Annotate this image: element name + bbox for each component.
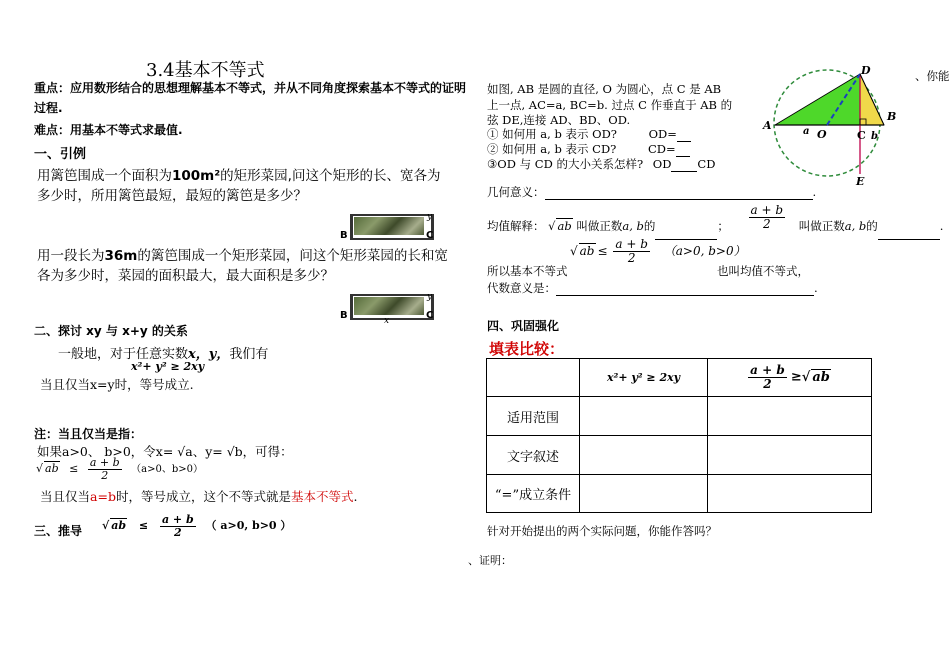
mean-end: . [939, 219, 944, 234]
alg-label: 代数意义是： [487, 281, 556, 295]
right-intro [487, 82, 732, 129]
mean-ab-2: a, b [844, 219, 867, 234]
note-line-3-a: 当且仅当 [40, 489, 91, 504]
fig1-label-y: y [427, 212, 433, 222]
mean-text-5: 的 [866, 219, 878, 234]
fig2-label-b: B [340, 310, 348, 321]
derive-inequality: √ ab ≤ $\frac{a + b}{2}$ （ a>0, b>0 ） [102, 513, 292, 539]
garden-photo-2 [354, 297, 424, 315]
derive-cond: （ a>0, b>0 ） [205, 519, 292, 533]
label-c: C [857, 129, 866, 142]
table-cell[interactable] [580, 397, 708, 436]
garden-figure-2 [340, 292, 436, 328]
table-row-description: 文字叙述 [487, 436, 580, 475]
mean-text-4: 叫做正数 [798, 219, 845, 234]
question-2 [487, 141, 690, 157]
label-o: O [817, 128, 827, 141]
table-col-2-header: $\frac{a + b}{2}$ ≥√ ab [708, 359, 872, 397]
mean-text-3: ； [717, 219, 729, 234]
table-cell[interactable] [580, 475, 708, 513]
section-2-heading: 二、探讨 xy 与 x+y 的关系 [34, 324, 188, 338]
mean-text-1: 叫做正数 [576, 219, 623, 234]
algebraic-meaning: 代数意义是： . [487, 281, 818, 295]
note-cond-highlight: a=b [90, 489, 116, 504]
label-d: D [861, 64, 871, 77]
q2-answer-label: CD= [648, 142, 676, 156]
q3-answer-b: CD [697, 157, 716, 171]
difficulty-text: 用基本不等式求最值. [70, 123, 183, 137]
label-a-len: a [803, 126, 810, 137]
triangle-acd [775, 74, 860, 125]
example-2 [37, 246, 448, 286]
explore-text: 一般地，对于任意实数 [58, 347, 189, 362]
question-3 [487, 156, 715, 172]
so-basic-label: 所以基本不等式 [487, 264, 568, 278]
note-line-1: 如果a>0、 b>0，令x= √a、y= √b，可得： [37, 444, 293, 459]
intro-line-1: 如图, AB 是圆的直径, O 为圆心，点 C 是 AB [487, 82, 722, 96]
bottom-text: 、证明： [468, 554, 512, 567]
example-2-text-b: 的篱笆围成一个矩形菜园，问这个矩形菜园的长和宽 [137, 248, 448, 264]
section-4-heading: 四、巩固强化 [487, 319, 560, 333]
q2-text: ② 如何用 a, b 表示 CD? [487, 142, 617, 156]
garden-photo [354, 217, 424, 235]
table-cell[interactable] [708, 475, 872, 513]
edge-text: 、你能 [915, 69, 950, 83]
key-point-text-2: 过程. [34, 101, 63, 115]
comparison-table [486, 358, 872, 513]
table-cell[interactable] [580, 436, 708, 475]
example-1-text-a: 用篱笆围成一个面积为 [37, 168, 172, 184]
explore-text-b: 我们有 [229, 347, 269, 362]
page-title: 3.4基本不等式 [146, 60, 265, 81]
mean-text-2: 的 [643, 219, 656, 234]
example-2-length: 36m [104, 248, 138, 264]
fig1-label-b: B [340, 230, 348, 241]
table-row-scope: 适用范围 [487, 397, 580, 436]
q3-answer-a: OD [652, 157, 672, 171]
label-b-len: b [871, 131, 878, 142]
table-row-equality: “=”成立条件 [487, 475, 580, 513]
table-cell[interactable] [708, 397, 872, 436]
note-line-3-c: . [353, 489, 358, 504]
q3-text: ③OD 与 CD 的大小关系怎样? [487, 157, 644, 171]
difficulty-label: 难点： [34, 123, 71, 137]
closing-question: 针对开始提出的两个实际问题，你能作答吗？ [487, 524, 717, 538]
section-1-heading: 一、引例 [34, 147, 87, 162]
mean-explanation: 均值解释： √ ab 叫做正数a, b的 ； $\frac{a + b}{2}$ 叫做正数a, b的 . [487, 204, 943, 234]
fill-table-title: 填表比较： [489, 340, 565, 358]
q1-answer-label: OD= [648, 127, 677, 141]
geo-label: 几何意义： [487, 185, 545, 199]
note-line-3 [40, 487, 357, 505]
basic-inequality-highlight: 基本不等式 [290, 489, 354, 504]
fig2-label-x: x [384, 316, 390, 326]
note-heading: 注：当且仅当是指： [34, 427, 143, 441]
q1-text: ① 如何用 a, b 表示 OD? [487, 127, 617, 141]
basic-inequality-formula: √ ab ≤ $\frac{a + b}{2}$ （a>0, b>0） [570, 237, 746, 265]
section-3-heading: 三、推导 [34, 524, 83, 538]
fig2-label-y: y [427, 292, 433, 302]
mean-ab-1: a, b [622, 219, 644, 234]
label-a-point: A [763, 119, 772, 132]
circle-diagram [755, 62, 905, 190]
key-point [34, 79, 466, 96]
key-point-text: 应用数形结合的思想理解基本不等式，并从不同角度探索基本不等式的证明 [70, 81, 467, 95]
explore-inequality: x²+ y² ≥ 2xy [131, 360, 205, 373]
example-2-text-a: 用一段长为 [37, 248, 105, 264]
table-col-1-header: x²+ y² ≥ 2xy [580, 359, 708, 397]
key-point-label: 重点： [34, 81, 71, 95]
basic-cond: （a>0, b>0） [663, 243, 746, 258]
geometric-meaning: 几何意义： . [487, 185, 817, 199]
garden-figure-1 [340, 212, 436, 244]
example-1-line-2: 多少时，所用篱笆最短，最短的篱笆是多少？ [37, 188, 307, 204]
question-1 [487, 126, 691, 142]
intro-line-2: 上一点, AC=a, BC=b. 过点 C 作垂直于 AB 的 [487, 97, 733, 112]
example-2-line-2: 各为多少时，菜园的面积最大，最大面积是多少？ [37, 268, 334, 284]
arith-mean-blank[interactable] [878, 239, 940, 240]
table-cell[interactable] [708, 436, 872, 475]
example-1-area: 100m² [172, 168, 221, 184]
label-b-point: B [887, 110, 897, 123]
example-1 [37, 166, 440, 206]
note-line-3-b: 时，等号成立，这个不等式就是 [115, 489, 291, 504]
example-1-text-b: 的矩形菜园,问这个矩形的长、宽各为 [220, 168, 441, 184]
mean-label: 均值解释： [487, 219, 545, 234]
fig2-label-c: C [426, 310, 434, 321]
table-corner [487, 359, 580, 397]
note-inequality: √ ab ≤ $\frac{a + b}{2}$ （a>0、b>0） [36, 456, 204, 482]
note-ineq-cond: （a>0、b>0） [131, 464, 204, 476]
difficulty [34, 121, 183, 138]
alg-blank[interactable] [556, 295, 814, 296]
explore-line-2: 当且仅当x=y时，等号成立. [40, 377, 194, 392]
fig1-label-c: C [426, 230, 434, 241]
geo-blank[interactable] [545, 199, 813, 200]
label-e: E [856, 175, 865, 188]
explore-vars: x，y， [188, 347, 230, 362]
intro-line-3: 弦 DE,连接 AD、BD、OD. [487, 113, 631, 127]
q3-blank[interactable] [671, 171, 697, 172]
also-mean-label: 也叫均值不等式， [717, 264, 809, 278]
